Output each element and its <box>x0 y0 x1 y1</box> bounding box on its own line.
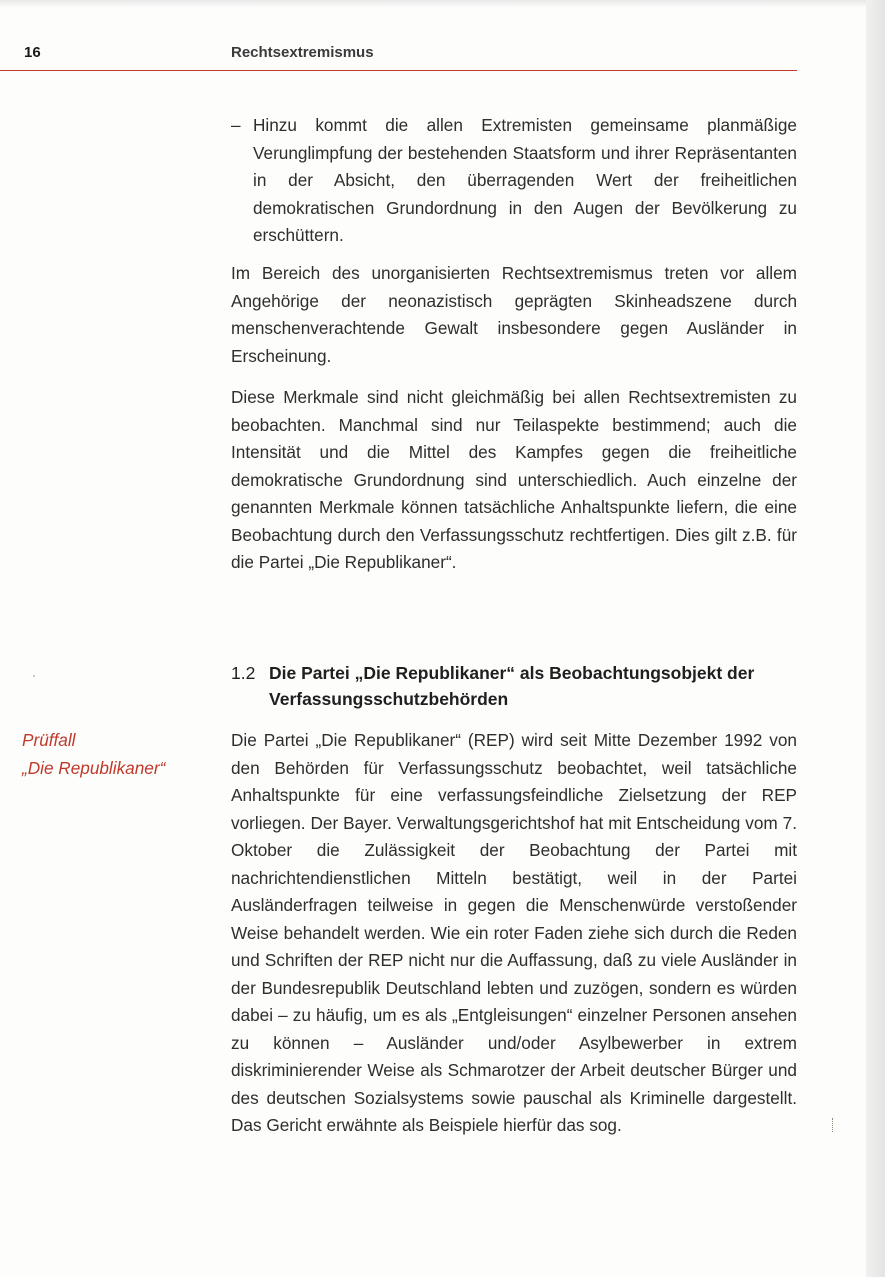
page-top-edge <box>0 0 885 8</box>
paragraph <box>231 384 797 577</box>
list-item-text: Hinzu kommt die allen Extremisten gemeinsame planmäßige Verunglimpfung der bestehenden Staatsform und ihrer Repräsentanten in der Absicht, den überragenden Wert der freiheitlichen demokratischen Grundordnung in den Augen der Bevölkerung zu erschüttern. <box>253 115 797 245</box>
scan-speck <box>33 675 35 677</box>
scan-speck <box>832 1118 836 1132</box>
header-rule <box>0 70 797 71</box>
paragraph-text: Im Bereich des unorganisierten Rechtsextremismus treten vor allem Angehörige der neonazistisch geprägten Skinheadszene durch menschenverachtende Gewalt insbesondere gegen Ausländer in Erscheinung. <box>231 263 797 366</box>
page-right-edge <box>866 0 885 1277</box>
section-heading <box>231 660 797 712</box>
section-title: Die Partei „Die Republikaner“ als Beobachtungsobjekt der Verfassungsschutzbehörden <box>269 663 755 709</box>
list-item <box>231 112 797 250</box>
margin-note <box>22 727 212 782</box>
page-number: 16 <box>24 44 41 61</box>
margin-note-line: „Die Republikaner“ <box>22 757 166 778</box>
section-paragraph <box>231 727 797 1140</box>
section-number: 1.2 <box>231 663 256 683</box>
paragraph <box>231 260 797 370</box>
paragraph-text: Die Partei „Die Republikaner“ (REP) wird seit Mitte Dezember 1992 von den Behörden für Verfassungsschutz beobachtet, weil tatsächliche Anhaltspunkte für eine verfassungsfeindliche Zielsetzung der REP vorliegen. Der Bayer. Verwaltungsgerichtshof hat mit Entscheidung vom 7. Oktober die Zulässigkeit der Beobachtung der Partei mit nachrichtendienstlichen Mitteln bestätigt, weil in der Partei Ausländerfragen teilweise in gegen die Menschenwürde verstoßender Weise behandelt werden. Wie ein roter Faden ziehe sich durch die Reden und Schriften der REP nicht nur die Auffassung, daß zu viele Ausländer in der Bundesrepublik Deutschland lebten und zuzögen, sondern es würden dabei – zu häufig, um es als „Entgleisungen“ einzelner Personen ansehen zu können – Ausländer und/oder Asylbewerber in extrem diskriminierender Weise als Schmarotzer der Arbeit deutscher Bürger und des deutschen Sozialsystems sowie pauschal als Kriminelle dargestellt. Das Gericht erwähnte als Beispiele hierfür das sog. <box>231 730 797 1135</box>
paragraph-text: Diese Merkmale sind nicht gleichmäßig bei allen Rechtsextremisten zu beobachten. Manchmal sind nur Teilaspekte bestimmend; auch die Intensität und die Mittel des Kampfes gegen die freiheitliche demokratische Grundordnung sind unterschiedlich. Auch einzelne der genannten Merkmale können tatsächliche Anhaltspunkte liefern, die eine Beobachtung durch den Verfassungsschutz rechtfertigen. Dies gilt z.B. für die Partei „Die Republikaner“. <box>231 387 797 572</box>
list-dash: – <box>231 115 241 135</box>
running-head: Rechtsextremismus <box>231 44 374 61</box>
margin-note-line: Prüffall <box>22 730 76 750</box>
